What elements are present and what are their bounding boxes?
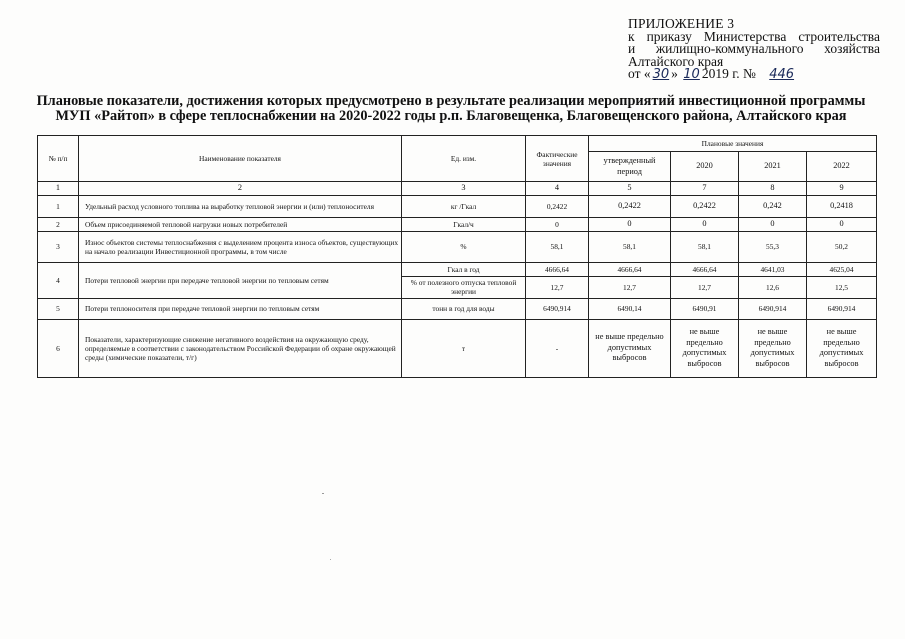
cell-actual: -	[526, 319, 589, 377]
cell-approved: 0	[589, 217, 671, 231]
cell-num: 2	[38, 217, 79, 231]
appendix-word: жилищно-коммунального	[655, 41, 804, 56]
appendix-word: строительства	[798, 28, 880, 44]
cell-actual: 4666,64	[526, 262, 589, 276]
cell-approved: не выше предельно допустимых выбросов	[589, 319, 671, 377]
table-row	[38, 298, 877, 319]
appendix-line-4: Алтайского края	[628, 53, 724, 69]
cell-num: 6	[38, 319, 79, 377]
cell-2020: 6490,91	[671, 298, 739, 319]
appendix-word: и	[628, 41, 636, 56]
cell-name: Объем присоединяемой тепловой нагрузки новых потребителей	[79, 217, 402, 231]
cell-unit: Гкал/ч	[402, 217, 526, 231]
cell-2021: 12,6	[739, 276, 807, 298]
index-cell: 1	[38, 182, 79, 196]
index-cell: 3	[402, 182, 526, 196]
index-cell: 2	[79, 182, 402, 196]
handwritten-day: 30	[652, 67, 670, 82]
cell-unit: кг /Гкал	[402, 195, 526, 217]
cell-unit: т	[402, 319, 526, 377]
cell-unit: тонн в год для воды	[402, 298, 526, 319]
index-row	[38, 182, 877, 196]
title-line-2: МУП «Райтоп» в сфере теплоснабжении на 2020-2022 годы р.п. Благовещенка, Благовещенского района, Алтайского края	[55, 108, 847, 124]
date-prefix: от «	[628, 66, 651, 81]
cell-2020: 58,1	[671, 231, 739, 262]
table-row	[38, 262, 877, 276]
date-mid: »	[671, 66, 678, 81]
index-cell: 9	[807, 182, 877, 196]
appendix-word: Министерства	[703, 28, 787, 44]
cell-unit: % от полезного отпуска тепловой энергии	[402, 276, 526, 298]
cell-2021: 6490,914	[739, 298, 807, 319]
scan-speck	[322, 493, 324, 494]
cell-actual: 0,2422	[526, 195, 589, 217]
handwritten-number: 446	[769, 67, 795, 82]
cell-name: Потери теплоносителя при передаче тепловой энергии по тепловым сетям	[79, 298, 402, 319]
cell-actual: 12,7	[526, 276, 589, 298]
header-approved: утвержденный период	[589, 152, 671, 182]
header-actual: Фактические значения	[526, 136, 589, 182]
cell-2021: 0	[739, 217, 807, 231]
cell-2022: 4625,04	[807, 262, 877, 276]
cell-name: Износ объектов системы теплоснабжения с выделением процента износа объектов, существующих на начало реализации Инвестиционной программы, в том числе	[79, 231, 402, 262]
appendix-word: хозяйства	[824, 41, 880, 56]
cell-approved: 6490,14	[589, 298, 671, 319]
cell-actual: 6490,914	[526, 298, 589, 319]
header-unit: Ед. изм.	[402, 136, 526, 182]
table-row	[38, 217, 877, 231]
cell-unit: %	[402, 231, 526, 262]
cell-2020: 4666,64	[671, 262, 739, 276]
cell-num: 3	[38, 231, 79, 262]
cell-approved: 4666,64	[589, 262, 671, 276]
index-cell: 5	[589, 182, 671, 196]
cell-2022: 0,2418	[807, 195, 877, 217]
index-cell: 7	[671, 182, 739, 196]
cell-unit: Гкал в год	[402, 262, 526, 276]
table-row	[38, 231, 877, 262]
cell-actual: 0	[526, 217, 589, 231]
header-2020: 2020	[671, 152, 739, 182]
cell-2021: не выше предельно допустимых выбросов	[739, 319, 807, 377]
scan-speck	[330, 559, 331, 560]
header-2022: 2022	[807, 152, 877, 182]
cell-name: Показатели, характеризующие снижение негативного воздействия на окружающую среду, определяемые в соответствии с законодательством Российской Федерации об охране окружающей среды (химические показатели, т/г)	[79, 319, 402, 377]
cell-name: Потери тепловой энергии при передаче тепловой энергии по тепловым сетям	[79, 262, 402, 298]
cell-2022: 0	[807, 217, 877, 231]
appendix-date-line	[628, 68, 880, 82]
cell-2022: 12,5	[807, 276, 877, 298]
cell-approved: 58,1	[589, 231, 671, 262]
cell-num: 4	[38, 262, 79, 298]
document-title	[20, 94, 882, 124]
table-row	[38, 195, 877, 217]
indicators-table	[37, 135, 877, 378]
cell-2022: 50,2	[807, 231, 877, 262]
appendix-word: приказу	[646, 28, 692, 44]
cell-actual: 58,1	[526, 231, 589, 262]
cell-2020: 0	[671, 217, 739, 231]
header-row-1	[38, 136, 877, 152]
cell-2022: не выше предельно допустимых выбросов	[807, 319, 877, 377]
cell-2021: 55,3	[739, 231, 807, 262]
cell-name: Удельный расход условного топлива на выработку тепловой энергии и (или) теплоносителя	[79, 195, 402, 217]
cell-num: 5	[38, 298, 79, 319]
cell-approved: 12,7	[589, 276, 671, 298]
header-name: Наименование показателя	[79, 136, 402, 182]
cell-2020: не выше предельно допустимых выбросов	[671, 319, 739, 377]
index-cell: 4	[526, 182, 589, 196]
year-text: 2019 г. №	[701, 66, 756, 81]
index-cell: 8	[739, 182, 807, 196]
cell-2021: 4641,03	[739, 262, 807, 276]
cell-approved: 0,2422	[589, 195, 671, 217]
handwritten-month: 10	[683, 67, 700, 82]
header-2021: 2021	[739, 152, 807, 182]
cell-2021: 0,242	[739, 195, 807, 217]
cell-2020: 12,7	[671, 276, 739, 298]
cell-2022: 6490,914	[807, 298, 877, 319]
table-row	[38, 319, 877, 377]
appendix-block	[628, 18, 880, 82]
header-num: № п/п	[38, 136, 79, 182]
appendix-title: ПРИЛОЖЕНИЕ 3	[628, 16, 735, 31]
appendix-word: к	[628, 28, 635, 44]
cell-num: 1	[38, 195, 79, 217]
title-line-1: Плановые показатели, достижения которых предусмотрено в результате реализации мероприятий инвестиционной программы	[36, 93, 866, 109]
cell-2020: 0,2422	[671, 195, 739, 217]
header-planned: Плановые значения	[589, 136, 877, 152]
